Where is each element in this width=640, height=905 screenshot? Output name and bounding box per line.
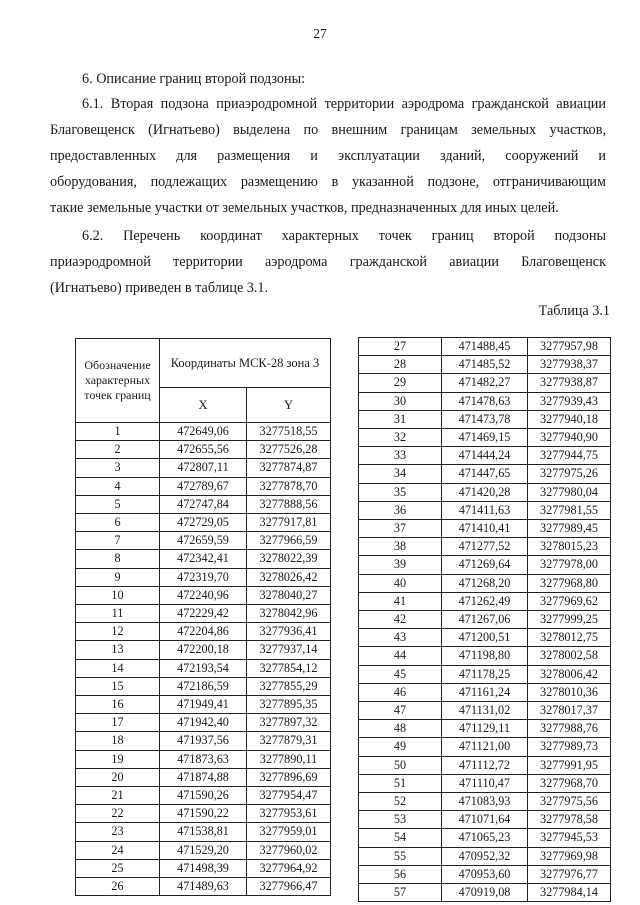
coord-y: 3277959,01: [247, 823, 331, 841]
coord-y: 3277981,55: [528, 501, 611, 519]
coord-x: 472789,67: [160, 477, 247, 495]
coord-y: 3277966,47: [247, 878, 331, 896]
coord-y: 3278006,42: [528, 665, 611, 683]
coord-x: 471873,63: [160, 750, 247, 768]
coord-y: 3277968,80: [528, 574, 611, 592]
coord-x: 471447,65: [442, 465, 528, 483]
table-row: [76, 787, 331, 805]
point-number: 47: [359, 702, 442, 720]
coord-y: 3277957,98: [528, 338, 611, 356]
point-number: 2: [76, 441, 160, 459]
table-row: [359, 574, 611, 592]
coord-y: 3277936,41: [247, 623, 331, 641]
point-number: 50: [359, 756, 442, 774]
coord-y: 3277999,25: [528, 611, 611, 629]
coord-x: 471469,15: [442, 429, 528, 447]
point-number: 1: [76, 423, 160, 441]
coord-x: 471874,88: [160, 768, 247, 786]
table-row: [76, 514, 331, 532]
coord-y: 3277966,59: [247, 532, 331, 550]
coord-y: 3277940,18: [528, 410, 611, 428]
coord-y: 3277989,73: [528, 738, 611, 756]
table-row: [76, 459, 331, 477]
coord-x: 471937,56: [160, 732, 247, 750]
point-number: 52: [359, 793, 442, 811]
point-number: 5: [76, 495, 160, 513]
table-row: [76, 768, 331, 786]
coord-x: 471121,00: [442, 738, 528, 756]
point-number: 44: [359, 647, 442, 665]
coord-x: 471590,26: [160, 787, 247, 805]
point-number: 36: [359, 501, 442, 519]
coord-y: 3277975,26: [528, 465, 611, 483]
coord-x: 472229,42: [160, 605, 247, 623]
paragraph-6-1: [50, 91, 606, 221]
coord-y: 3277991,95: [528, 756, 611, 774]
coord-y: 3277940,90: [528, 429, 611, 447]
table-row: [359, 702, 611, 720]
coord-x: 471083,93: [442, 793, 528, 811]
coord-y: 3278010,36: [528, 683, 611, 701]
point-number: 24: [76, 841, 160, 859]
point-number: 49: [359, 738, 442, 756]
point-number: 22: [76, 805, 160, 823]
table-row: [76, 568, 331, 586]
point-number: 33: [359, 447, 442, 465]
coord-x: 471410,41: [442, 520, 528, 538]
point-number: 31: [359, 410, 442, 428]
table-row: [76, 623, 331, 641]
table-row: [359, 884, 611, 902]
p61-line-1: 6.1. Вторая подзона приаэродромной территории аэродрома гражданской авиации: [82, 96, 606, 112]
table-row: [359, 556, 611, 574]
coord-x: 471478,63: [442, 392, 528, 410]
table-row: [76, 750, 331, 768]
point-number: 19: [76, 750, 160, 768]
table-row: [76, 859, 331, 877]
point-number: 57: [359, 884, 442, 902]
point-number: 51: [359, 774, 442, 792]
coord-y: 3277895,35: [247, 696, 331, 714]
coord-y: 3277954,47: [247, 787, 331, 805]
coord-y: 3277975,56: [528, 793, 611, 811]
coord-y: 3277855,29: [247, 677, 331, 695]
coord-x: 471200,51: [442, 629, 528, 647]
point-number: 21: [76, 787, 160, 805]
coord-y: 3277964,92: [247, 859, 331, 877]
coord-x: 472186,59: [160, 677, 247, 695]
point-number: 17: [76, 714, 160, 732]
table-row: [76, 841, 331, 859]
coord-x: 472204,86: [160, 623, 247, 641]
point-number: 28: [359, 356, 442, 374]
header-designation: Обозначение характерных точек границ: [76, 339, 160, 423]
point-number: 46: [359, 683, 442, 701]
point-number: 29: [359, 374, 442, 392]
point-number: 35: [359, 483, 442, 501]
coord-x: 471178,25: [442, 665, 528, 683]
coord-x: 471498,39: [160, 859, 247, 877]
coord-y: 3277980,04: [528, 483, 611, 501]
point-number: 55: [359, 847, 442, 865]
point-number: 39: [359, 556, 442, 574]
point-number: 38: [359, 538, 442, 556]
coord-x: 472240,96: [160, 586, 247, 604]
point-number: 41: [359, 592, 442, 610]
coord-x: 470919,08: [442, 884, 528, 902]
p62-line-2: приаэродромной территории аэродрома гражданской авиации Благовещенск: [50, 254, 606, 270]
coord-y: 3277888,56: [247, 495, 331, 513]
point-number: 9: [76, 568, 160, 586]
header-coordinates: Координаты МСК-28 зона 3: [160, 339, 331, 388]
coord-x: 471065,23: [442, 829, 528, 847]
coord-y: 3277984,14: [528, 884, 611, 902]
coord-x: 471949,41: [160, 696, 247, 714]
coord-x: 472655,56: [160, 441, 247, 459]
coord-y: 3277890,11: [247, 750, 331, 768]
coord-x: 471262,49: [442, 592, 528, 610]
coord-y: 3277878,70: [247, 477, 331, 495]
table-row: [359, 829, 611, 847]
section-heading: 6. Описание границ второй подзоны:: [82, 71, 306, 87]
coord-x: 471482,27: [442, 374, 528, 392]
coord-y: 3278022,39: [247, 550, 331, 568]
point-number: 4: [76, 477, 160, 495]
coord-x: 471590,22: [160, 805, 247, 823]
point-number: 53: [359, 811, 442, 829]
table-row: [359, 465, 611, 483]
table-row: [76, 878, 331, 896]
coord-x: 470952,32: [442, 847, 528, 865]
coord-x: 471161,24: [442, 683, 528, 701]
coord-y: 3277879,31: [247, 732, 331, 750]
p62-line-3: (Игнатьево) приведен в таблице 3.1.: [50, 280, 269, 296]
point-number: 42: [359, 611, 442, 629]
coord-y: 3277978,58: [528, 811, 611, 829]
table-row: [76, 477, 331, 495]
coord-y: 3277988,76: [528, 720, 611, 738]
coordinates-table-left: [75, 338, 331, 896]
coord-x: 471110,47: [442, 774, 528, 792]
coord-x: 472319,70: [160, 568, 247, 586]
coord-x: 471112,72: [442, 756, 528, 774]
table-row: [76, 605, 331, 623]
header-y: Y: [247, 388, 331, 423]
right-table-body: [359, 338, 611, 902]
coord-x: 471269,64: [442, 556, 528, 574]
point-number: 15: [76, 677, 160, 695]
coord-y: 3277874,87: [247, 459, 331, 477]
table-row: [359, 647, 611, 665]
coord-x: 471071,64: [442, 811, 528, 829]
coord-y: 3277976,77: [528, 865, 611, 883]
coord-y: 3277917,81: [247, 514, 331, 532]
table-row: [359, 665, 611, 683]
coord-x: 472200,18: [160, 641, 247, 659]
table-row: [359, 538, 611, 556]
table-row: [359, 429, 611, 447]
coord-x: 471489,63: [160, 878, 247, 896]
p61-line-5: такие земельные участки от земельных участков, предназначенных для иных целей.: [50, 200, 559, 216]
paragraph-6-2: [50, 223, 606, 301]
coord-y: 3277944,75: [528, 447, 611, 465]
coord-x: 471529,20: [160, 841, 247, 859]
coord-y: 3277526,28: [247, 441, 331, 459]
point-number: 11: [76, 605, 160, 623]
coord-y: 3277854,12: [247, 659, 331, 677]
table-row: [359, 847, 611, 865]
point-number: 14: [76, 659, 160, 677]
table-row: [359, 756, 611, 774]
coord-x: 471198,80: [442, 647, 528, 665]
table-row: [76, 714, 331, 732]
coord-x: 471411,63: [442, 501, 528, 519]
coord-y: 3277953,61: [247, 805, 331, 823]
point-number: 43: [359, 629, 442, 647]
coord-x: 472747,84: [160, 495, 247, 513]
coord-y: 3278015,23: [528, 538, 611, 556]
point-number: 7: [76, 532, 160, 550]
table-row: [359, 611, 611, 629]
table-row: [76, 441, 331, 459]
page-number: 27: [313, 26, 327, 41]
point-number: 26: [76, 878, 160, 896]
table-row: [359, 447, 611, 465]
table-row: [359, 720, 611, 738]
point-number: 30: [359, 392, 442, 410]
table-row: [76, 532, 331, 550]
coord-y: 3278012,75: [528, 629, 611, 647]
coord-x: 471942,40: [160, 714, 247, 732]
table-caption: Таблица 3.1: [538, 303, 610, 319]
p61-line-2: Благовещенск (Игнатьево) выделена по внешним границам земельных участков,: [50, 122, 606, 138]
table-row: [76, 677, 331, 695]
coord-x: 471268,20: [442, 574, 528, 592]
table-row: [359, 592, 611, 610]
table-row: [359, 683, 611, 701]
coord-x: 472729,05: [160, 514, 247, 532]
coord-y: 3277978,00: [528, 556, 611, 574]
left-table-body: [76, 423, 331, 896]
coord-x: 471277,52: [442, 538, 528, 556]
table-row: [76, 659, 331, 677]
table-row: [76, 495, 331, 513]
coord-y: 3277969,98: [528, 847, 611, 865]
table-row: [76, 586, 331, 604]
point-number: 56: [359, 865, 442, 883]
coord-y: 3277938,37: [528, 356, 611, 374]
coord-x: 471267,06: [442, 611, 528, 629]
coord-y: 3278042,96: [247, 605, 331, 623]
table-row: [76, 732, 331, 750]
table-row: [359, 501, 611, 519]
point-number: 8: [76, 550, 160, 568]
table-row: [359, 520, 611, 538]
p61-line-3: предоставленных для размещения и эксплуатации зданий, сооружений и: [50, 148, 606, 164]
point-number: 6: [76, 514, 160, 532]
p61-line-4: оборудования, подлежащих размещению в указанной подзоне, отграничивающим: [50, 174, 606, 190]
table-row: [359, 374, 611, 392]
coord-y: 3277969,62: [528, 592, 611, 610]
table-row: [359, 811, 611, 829]
coord-y: 3278040,27: [247, 586, 331, 604]
table-row: [359, 865, 611, 883]
coord-x: 472807,11: [160, 459, 247, 477]
point-number: 16: [76, 696, 160, 714]
table-row: [76, 823, 331, 841]
coord-y: 3277939,43: [528, 392, 611, 410]
point-number: 40: [359, 574, 442, 592]
coord-y: 3277897,32: [247, 714, 331, 732]
table-row: [359, 738, 611, 756]
coord-x: 472193,54: [160, 659, 247, 677]
coord-y: 3278017,37: [528, 702, 611, 720]
coord-x: 471420,28: [442, 483, 528, 501]
point-number: 18: [76, 732, 160, 750]
table-row: [359, 356, 611, 374]
coord-x: 470953,60: [442, 865, 528, 883]
coord-x: 472659,59: [160, 532, 247, 550]
coord-y: 3277937,14: [247, 641, 331, 659]
coordinates-table-right: [358, 337, 611, 902]
table-row: [76, 641, 331, 659]
table-row: [359, 392, 611, 410]
point-number: 54: [359, 829, 442, 847]
table-row: [359, 483, 611, 501]
table-row: [359, 793, 611, 811]
point-number: 23: [76, 823, 160, 841]
point-number: 34: [359, 465, 442, 483]
point-number: 48: [359, 720, 442, 738]
table-row: [76, 550, 331, 568]
coord-y: 3277896,69: [247, 768, 331, 786]
coord-y: 3277960,02: [247, 841, 331, 859]
table-row: [76, 805, 331, 823]
table-row: [359, 338, 611, 356]
point-number: 37: [359, 520, 442, 538]
point-number: 12: [76, 623, 160, 641]
table-row: [359, 410, 611, 428]
coord-y: 3277989,45: [528, 520, 611, 538]
coord-x: 471473,78: [442, 410, 528, 428]
point-number: 20: [76, 768, 160, 786]
p62-line-1: 6.2. Перечень координат характерных точек границ второй подзоны: [82, 228, 606, 244]
point-number: 3: [76, 459, 160, 477]
table-row: [76, 423, 331, 441]
point-number: 32: [359, 429, 442, 447]
coord-x: 472649,06: [160, 423, 247, 441]
point-number: 13: [76, 641, 160, 659]
coord-y: 3277938,87: [528, 374, 611, 392]
header-x: X: [160, 388, 247, 423]
table-row: [359, 774, 611, 792]
table-row: [76, 696, 331, 714]
coord-x: 472342,41: [160, 550, 247, 568]
coord-y: 3278026,42: [247, 568, 331, 586]
coord-x: 471444,24: [442, 447, 528, 465]
coord-x: 471538,81: [160, 823, 247, 841]
coord-x: 471488,45: [442, 338, 528, 356]
point-number: 27: [359, 338, 442, 356]
coord-y: 3278002,58: [528, 647, 611, 665]
point-number: 25: [76, 859, 160, 877]
coord-y: 3277518,55: [247, 423, 331, 441]
point-number: 10: [76, 586, 160, 604]
coord-y: 3277968,70: [528, 774, 611, 792]
coord-x: 471129,11: [442, 720, 528, 738]
coord-x: 471131,02: [442, 702, 528, 720]
coord-x: 471485,52: [442, 356, 528, 374]
coord-y: 3277945,53: [528, 829, 611, 847]
table-row: [359, 629, 611, 647]
point-number: 45: [359, 665, 442, 683]
